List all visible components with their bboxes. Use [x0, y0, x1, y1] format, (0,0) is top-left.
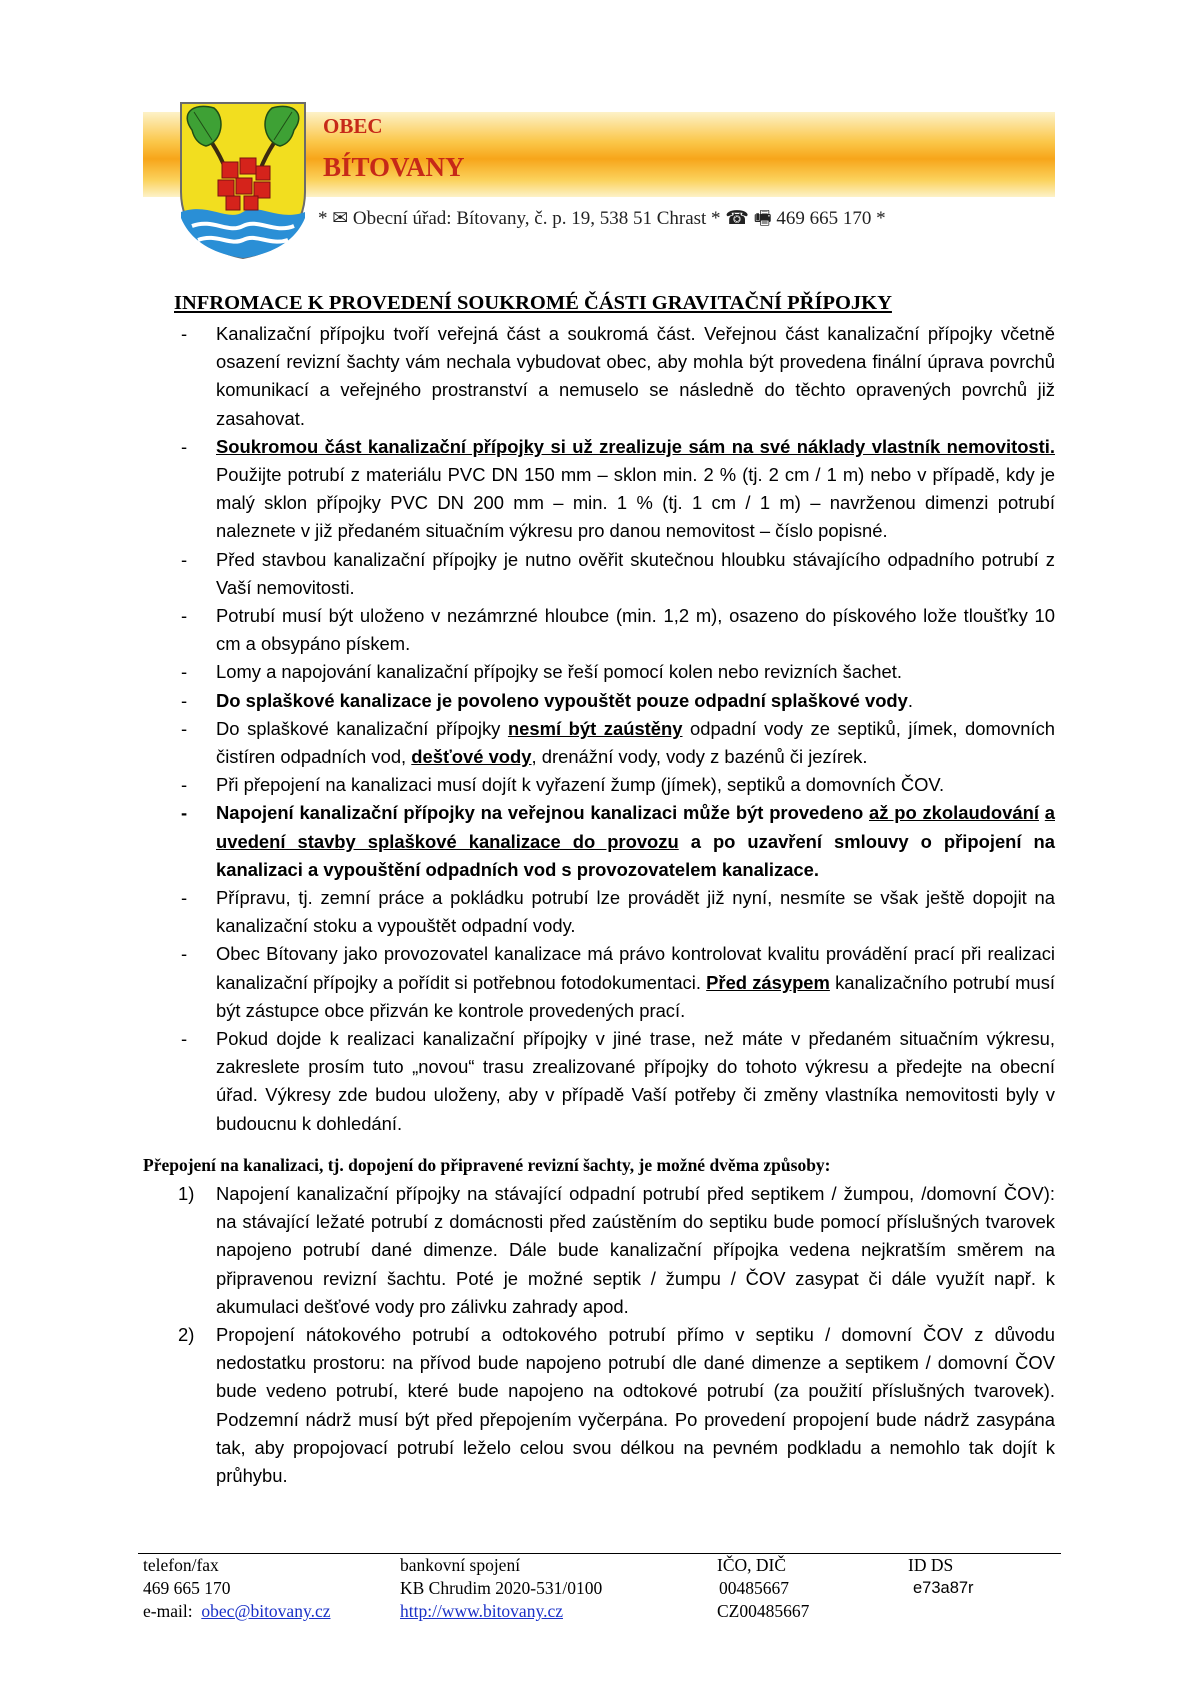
bullet-dash: -: [181, 605, 188, 627]
list-item: - Napojení kanalizační přípojky na veřejnou kanalizaci může být provedeno až po zkolaudování a uvedení stavby splaškové kanalizace do provozu a po uzavření smlouvy o připojení na kanalizaci a vypouštění odpadních vod s provozovatelem kanalizace.: [143, 799, 1055, 884]
footer-bank: [400, 1554, 602, 1623]
footer-label: telefon/fax: [143, 1555, 219, 1575]
emphasis-text: Soukromou část kanalizační přípojky si už zrealizuje sám na své náklady vlastník nemovitosti.: [216, 435, 1055, 457]
instruction-list: [143, 320, 1055, 1138]
emphasis-text: až po zkolaudování: [869, 802, 1039, 824]
bullet-dash: -: [181, 802, 188, 824]
bullet-dash: -: [181, 548, 188, 570]
bullet-dash: -: [181, 323, 188, 344]
list-number: 1): [178, 1182, 195, 1204]
footer-label: ID DS: [908, 1555, 954, 1575]
office-address: * ✉ Obecní úřad: Bítovany, č. p. 19, 538 51 Chrast * ☎ 🖷 469 665 170 *: [318, 208, 886, 229]
bullet-dash: -: [181, 435, 188, 457]
website-link[interactable]: http://www.bitovany.cz: [400, 1601, 563, 1621]
email-link[interactable]: obec@bitovany.cz: [201, 1601, 331, 1621]
bullet-dash: -: [181, 887, 188, 909]
bullet-dash: -: [181, 689, 188, 711]
bullet-dash: -: [181, 943, 188, 965]
list-item: - Pokud dojde k realizaci kanalizační přípojky v jiné trase, než máte v předaném situačním výkresu, zakreslete prosím tuto „novou“ trasu zrealizované přípojky do tohoto výkresu a předejte na obecní úřad. Výkresy zde budou uloženy, aby v případě Vaší potřeby či změny vlastníka nemovitosti byly v budoucnu k dohledání.: [143, 1025, 1055, 1138]
list-item: - Před stavbou kanalizační přípojky je nutno ověřit skutečnou hloubku stávajícího odpadního potrubí z Vaší nemovitosti.: [143, 546, 1055, 602]
emphasis-text: Do splaškové kanalizace je povoleno vypouštět pouze odpadní splaškové vody: [216, 689, 908, 711]
emphasis-text: a uvedení stavby splaškové kanalizace do provozu: [216, 802, 1055, 852]
footer-dic: CZ00485667: [717, 1601, 810, 1621]
list-item: - Obec Bítovany jako provozovatel kanalizace má právo kontrolovat kvalitu provádění prací při realizaci kanalizační přípojky a pořídit si potřebnou fotodokumentaci. Před zásypem kanalizačního potrubí musí být zástupce obce přizván ke kontrole provedených prací.: [143, 940, 1055, 1025]
municipality-name: BÍTOVANY: [323, 152, 465, 182]
footer-contact: [143, 1554, 330, 1623]
municipality-label: OBEC: [323, 114, 383, 138]
list-item: - Lomy a napojování kanalizační přípojky se řeší pomocí kolen nebo revizních šachet.: [143, 658, 1055, 686]
footer-ds-id: e73a87r: [913, 1579, 974, 1597]
page-title: INFROMACE K PROVEDENÍ SOUKROMÉ ČÁSTI GRAVITAČNÍ PŘÍPOJKY: [174, 292, 892, 314]
coat-of-arms-logo: [178, 100, 308, 260]
footer-label: IČO, DIČ: [717, 1555, 787, 1575]
list-item: 1) Napojení kanalizační přípojky na stávající odpadní potrubí před septikem / žumpou, /domovní ČOV): na stávající ležaté potrubí z domácnosti před zaústěním do septiku bude pomocí příslušných tvarovek napojeno potrubí dané dimenze. Dále bude kanalizační přípojka vedena nejkratším směrem na připravenou revizní šachtu. Poté je možné septik / žumpu / ČOV zasypat či dále využít např. k akumulaci dešťové vody pro zálivku zahrady apod.: [143, 1180, 1055, 1321]
list-item: - Do splaškové kanalizační přípojky nesmí být zaústěny odpadní vody ze septiků, jímek, domovních čistíren odpadních vod, dešťové vody, drenážní vody, vody z bazénů či jezírek.: [143, 715, 1055, 771]
list-item: - Do splaškové kanalizace je povoleno vypouštět pouze odpadní splaškové vody.: [143, 687, 1055, 715]
footer-databox: [908, 1554, 974, 1600]
bullet-dash: -: [181, 774, 188, 796]
letterhead: [0, 0, 1191, 280]
list-item: 2) Propojení nátokového potrubí a odtokového potrubí přímo v septiku / domovní ČOV z důvodu nedostatku prostoru: na přívod bude napojeno potrubí dle dané dimenze a septikem / domovní ČOV bude vedeno potrubí, které bude napojeno na odtokové potrubí (za použití příslušných tvarovek). Podzemní nádrž musí být před přepojením vyčerpána. Po provedení propojení bude nádrž zasypána tak, aby propojovací potrubí leželo celou svou délkou na pevném podkladu a nemohlo tak dojít k průhybu.: [143, 1321, 1055, 1490]
list-item: - Potrubí musí být uloženo v nezámrzné hloubce (min. 1,2 m), osazeno do pískového lože tloušťky 10 cm a obsypáno pískem.: [143, 602, 1055, 658]
footer-bank-account: KB Chrudim 2020-531/0100: [400, 1578, 603, 1598]
footer-email-label: e-mail:: [143, 1601, 193, 1621]
footer-ico: 00485667: [719, 1578, 789, 1598]
footer-ids: [717, 1554, 809, 1623]
method-list: [143, 1180, 1055, 1490]
bullet-dash: -: [181, 1028, 188, 1050]
list-item: - Kanalizační přípojku tvoří veřejná část a soukromá část. Veřejnou část kanalizační přípojky včetně osazení revizní šachty vám nechala vybudovat obec, aby mohla být provedena finální úprava povrchů komunikací a veřejného prostranství a nemuselo se následně do těchto opravených povrchů již zasahovat.: [143, 320, 1055, 433]
list-number: 2): [178, 1323, 195, 1345]
footer-label: bankovní spojení: [400, 1555, 521, 1575]
main-content: [143, 320, 1055, 1490]
section-subheading: Přepojení na kanalizaci, tj. dopojení do připravené revizní šachty, je možné dvěma způsoby:: [143, 1154, 831, 1175]
emphasis-text: Před zásypem: [706, 971, 830, 993]
footer-phone: 469 665 170: [143, 1578, 231, 1598]
bullet-dash: -: [181, 661, 188, 683]
list-item: - Soukromou část kanalizační přípojky si už zrealizuje sám na své náklady vlastník nemovitosti. Použijte potrubí z materiálu PVC DN 150 mm – sklon min. 2 % (tj. 2 cm / 1 m) nebo v případě, kdy je malý sklon přípojky PVC DN 200 mm – min. 1 % (tj. 1 cm / 1 m) – navrženou dimenzi potrubí naleznete v již předaném situačním výkresu pro danou nemovitost – číslo popisné.: [143, 433, 1055, 546]
list-item: - Při přepojení na kanalizaci musí dojít k vyřazení žump (jímek), septiků a domovních ČOV.: [143, 771, 1055, 799]
emphasis-text: dešťové vody: [411, 746, 532, 768]
emphasis-text: nesmí být zaústěny: [507, 717, 683, 739]
bullet-dash: -: [181, 717, 188, 739]
list-item: - Přípravu, tj. zemní práce a pokládku potrubí lze provádět již nyní, nesmíte se však ještě dopojit na kanalizační stoku a vypouštět odpadní vody.: [143, 884, 1055, 940]
